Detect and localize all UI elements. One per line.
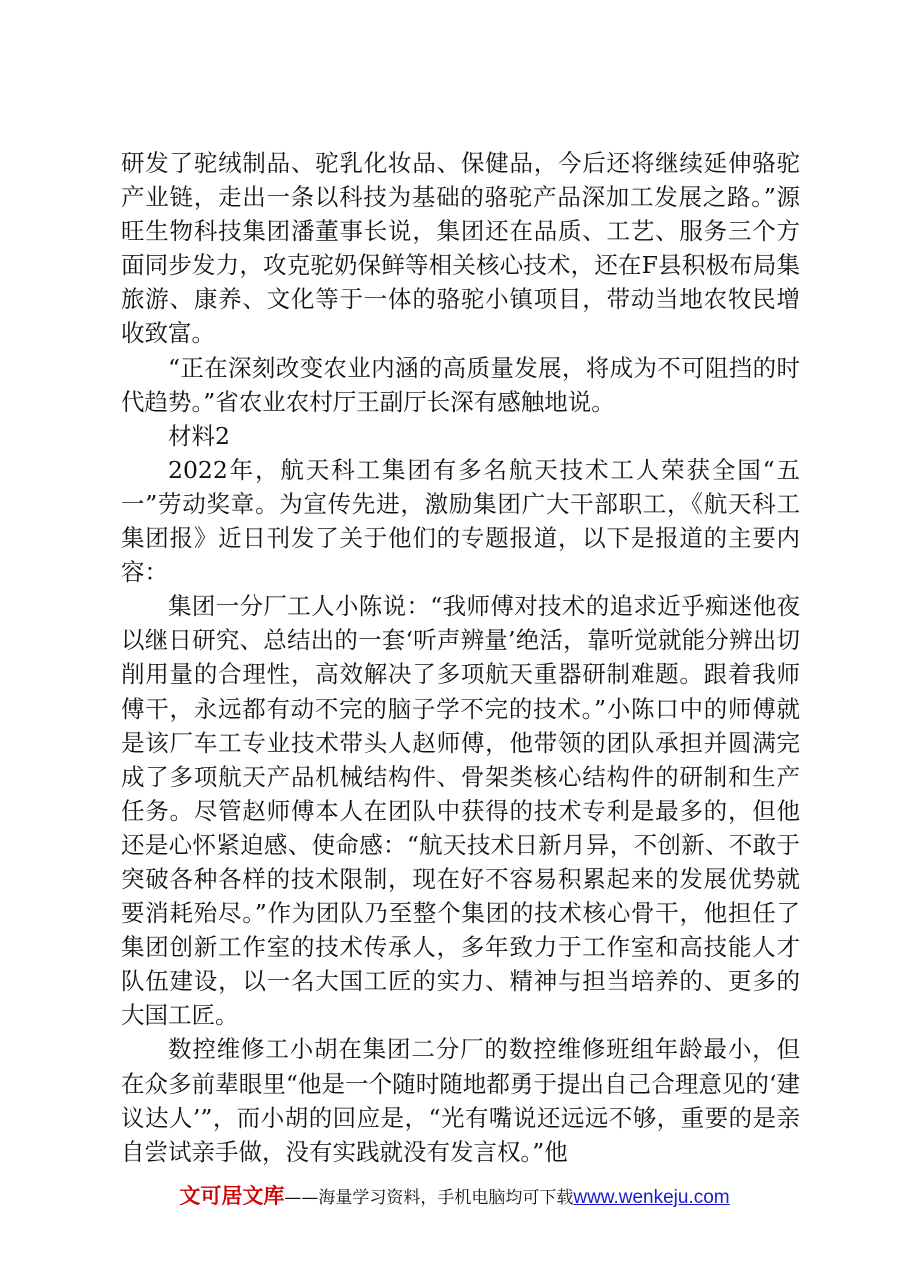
footer-brand: 文可居文库 [179, 1184, 285, 1208]
document-body [121, 146, 800, 1169]
footer-tagline: ——海量学习资料，手机电脑均可下载 [284, 1188, 574, 1208]
paragraph-continuation: 研发了驼绒制品、驼乳化妆品、保健品，今后还将继续延伸骆驼产业链，走出一条以科技为基础的骆驼产品深加工发展之路。”源旺生物科技集团潘董事长说，集团还在品质、工艺、服务三个方面同步发力，攻克驼奶保鲜等相关核心技术，还在F县积极布局集旅游、康养、文化等于一体的骆驼小镇项目，带动当地农牧民增收致富。 [121, 149, 800, 348]
section-heading-material-2: 材料2 [168, 421, 230, 450]
paragraph-intro-2022: 2022年，航天科工集团有多名航天技术工人荣获全国“五一”劳动奖章。为宣传先进，激励集团广大干部职工，《航天科工集团报》近日刊发了关于他们的专题报道，以下是报道的主要内容： [121, 455, 800, 587]
paragraph-xiaohu: 数控维修工小胡在集团二分厂的数控维修班组年龄最小，但在众多前辈眼里“他是一个随时随地都勇于提出自己合理意见的‘建议达人’”，而小胡的回应是，“光有嘴说还远远不够，重要的是亲自尝试亲手做，没有实践就没有发言权。”他 [121, 1035, 800, 1166]
footer-watermark [0, 1180, 909, 1210]
paragraph-xiaochen: 集团一分厂工人小陈说：“我师傅对技术的追求近乎痴迷他夜以继日研究、总结出的一套‘听声辨量’绝活，靠听觉就能分辨出切削用量的合理性，高效解决了多项航天重器研制难题。跟着我师傅干，永远都有动不完的脑子学不完的技术。”小陈口中的师傅就是该厂车工专业技术带头人赵师傅，他带领的团队承担并圆满完成了多项航天产品机械结构件、骨架类核心结构件的研制和生产任务。尽管赵师傅本人在团队中获得的技术专利是最多的，但他还是心怀紧迫感、使命感：“航天技术日新月异，不创新、不敢于突破各种各样的技术限制，现在好不容易积累起来的发展优势就要消耗殆尽。”作为团队乃至整个集团的技术核心骨干，他担任了集团创新工作室的技术传承人，多年致力于工作室和高技能人才队伍建设，以一名大国工匠的实力、精神与担当培养的、更多的大国工匠。 [121, 592, 800, 1030]
paragraph-quote-official: “正在深刻改变农业内涵的高质量发展，将成为不可阻挡的时代趋势。”省农业农村厅王副厅长深有感触地说。 [121, 353, 800, 416]
footer-url-link[interactable]: www.wenkeju.com [573, 1187, 730, 1208]
